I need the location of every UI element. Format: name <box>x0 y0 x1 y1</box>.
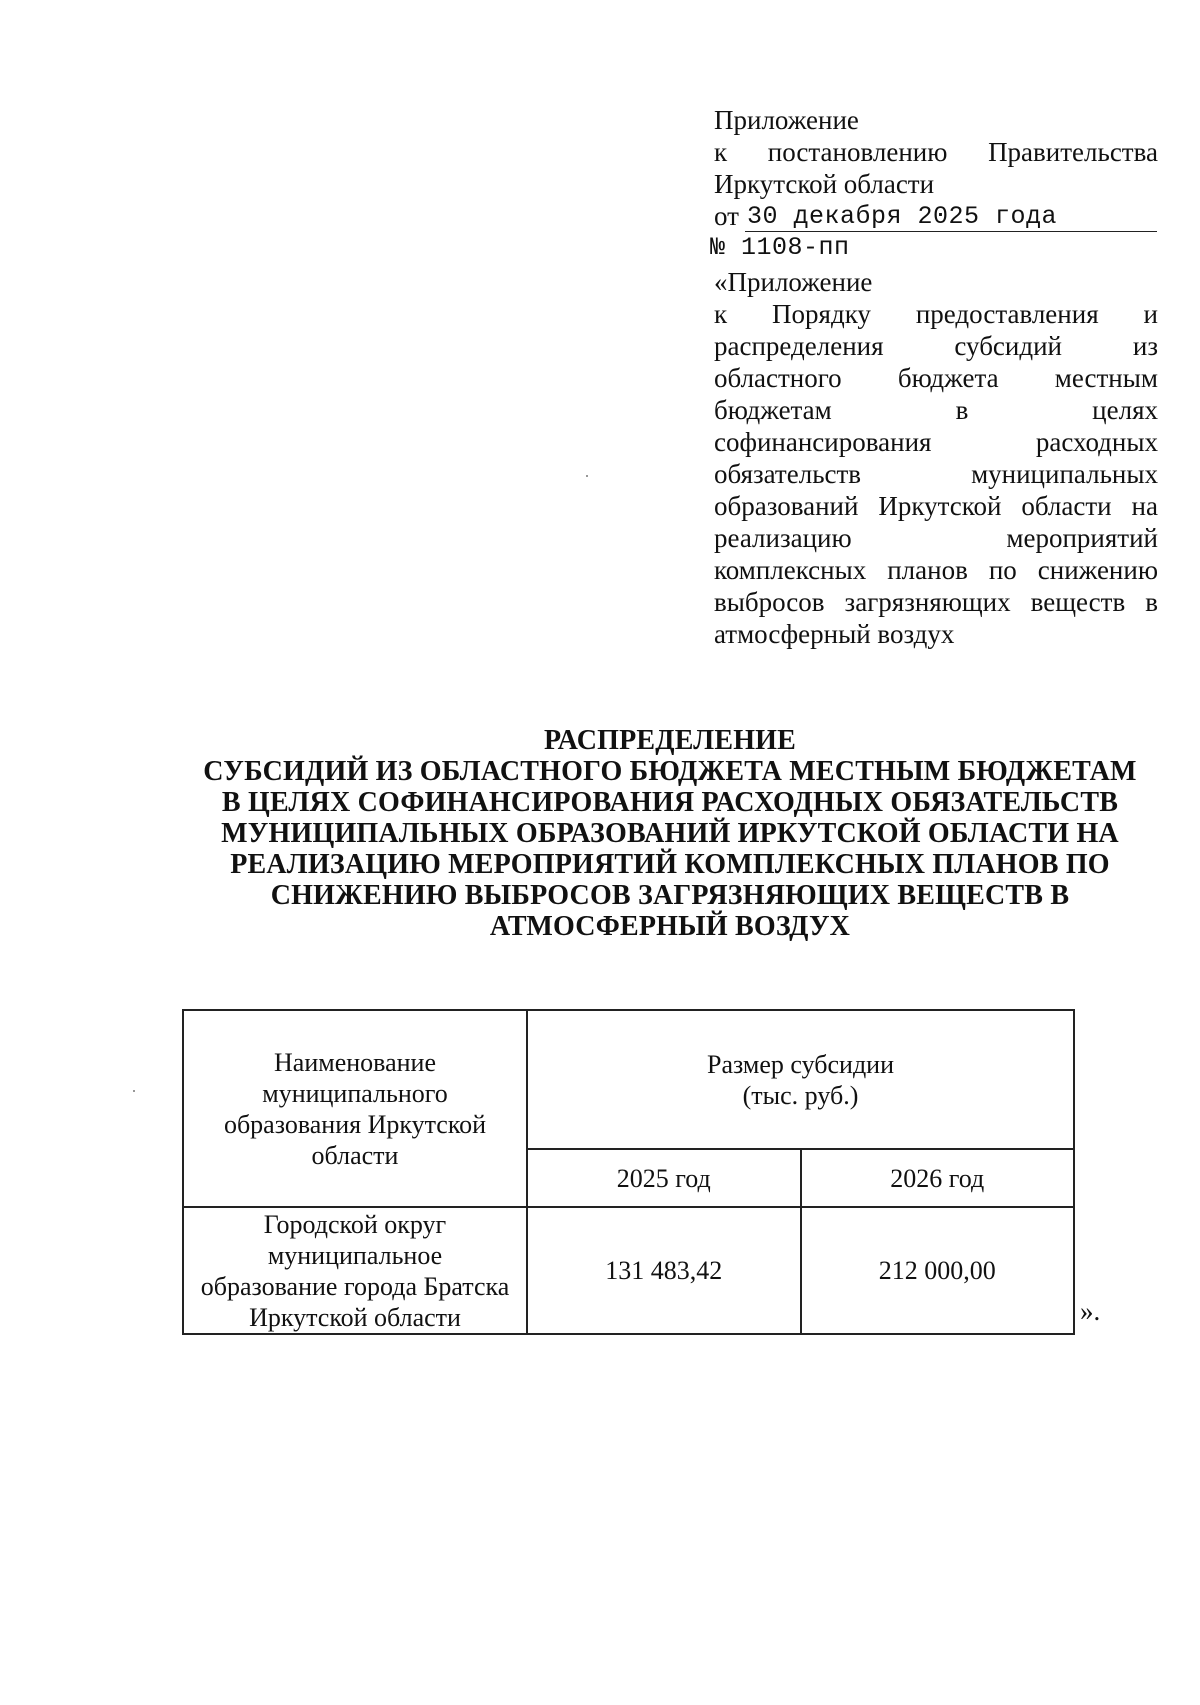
header-year-2026: 2026 год <box>801 1149 1075 1207</box>
appendix-block <box>710 104 1158 650</box>
word: к <box>714 137 728 167</box>
word: бюджетам <box>714 395 832 425</box>
header-name-line: муниципального <box>262 1078 448 1108</box>
word: местным <box>1054 363 1158 393</box>
word: софинансирования <box>714 427 932 457</box>
word: мероприятий <box>1006 523 1158 553</box>
title-line: РАСПРЕДЕЛЕНИЕ <box>543 725 797 756</box>
cell-value-2025: 131 483,42 <box>527 1207 800 1334</box>
word: области <box>1021 491 1112 521</box>
header-municipality <box>183 1010 527 1207</box>
cell-value-2026: 212 000,00 <box>801 1207 1075 1334</box>
appendix-region-line: Иркутской области <box>714 169 935 199</box>
word: в <box>1145 587 1158 617</box>
word: постановлению <box>767 137 948 167</box>
appendix-heading: Приложение <box>714 105 859 135</box>
scan-speck <box>133 1090 135 1092</box>
appendix-date-line <box>714 200 1158 232</box>
word: образований <box>714 491 859 521</box>
word: снижению <box>1037 555 1158 585</box>
word: предоставления <box>915 299 1099 329</box>
word: бюджета <box>897 363 999 393</box>
word: к <box>714 299 728 329</box>
sub-appendix-line <box>714 330 1158 362</box>
word: и <box>1143 299 1158 329</box>
word: обязательств <box>714 459 862 489</box>
cell-municipality-name <box>183 1207 527 1334</box>
word: на <box>1131 491 1158 521</box>
sub-appendix-line <box>714 490 1158 522</box>
word: в <box>955 395 969 425</box>
sub-appendix-line: атмосферный воздух <box>714 619 955 649</box>
header-name-line: Наименование <box>274 1047 436 1077</box>
title-line: СНИЖЕНИЮ ВЫБРОСОВ ЗАГРЯЗНЯЮЩИХ ВЕЩЕСТВ В <box>270 880 1070 911</box>
sub-appendix-heading: «Приложение <box>714 267 873 297</box>
date-prefix: от <box>714 201 739 231</box>
word: Порядку <box>772 299 871 329</box>
word: комплексных <box>714 555 867 585</box>
sub-appendix-line <box>714 458 1158 490</box>
word: планов <box>887 555 968 585</box>
word: из <box>1132 331 1158 361</box>
word: реализацию <box>714 523 852 553</box>
title-line: СУБСИДИЙ ИЗ ОБЛАСТНОГО БЮДЖЕТА МЕСТНЫМ БЮДЖЕТАМ <box>203 756 1137 787</box>
title-line: РЕАЛИЗАЦИЮ МЕРОПРИЯТИЙ КОМПЛЕКСНЫХ ПЛАНОВ ПО <box>230 849 1110 880</box>
scan-speck <box>586 475 588 477</box>
header-name-line: образования Иркутской <box>223 1109 487 1139</box>
date-value: 30 декабря 2025 года <box>745 203 1157 232</box>
document-number: № 1108-пп <box>710 233 850 262</box>
closing-quote: ». <box>1080 1296 1101 1326</box>
word: муниципальных <box>971 459 1158 489</box>
word: расходных <box>1035 427 1158 457</box>
subsidy-table <box>182 1009 1075 1335</box>
title-line: МУНИЦИПАЛЬНЫХ ОБРАЗОВАНИЙ ИРКУТСКОЙ ОБЛАСТИ НА <box>221 818 1119 849</box>
sub-appendix-line <box>714 554 1158 586</box>
word: Правительства <box>988 137 1158 167</box>
sub-appendix-line <box>714 522 1158 554</box>
header-name-line: области <box>311 1140 399 1170</box>
word: выбросов <box>714 587 825 617</box>
sub-appendix-line <box>714 394 1158 426</box>
word: распределения <box>714 331 884 361</box>
word: Иркутской <box>878 491 1002 521</box>
word: веществ <box>1030 587 1126 617</box>
header-size-line: (тыс. руб.) <box>742 1080 859 1110</box>
sub-appendix-line <box>714 362 1158 394</box>
word: целях <box>1092 395 1158 425</box>
table-row <box>183 1207 1074 1334</box>
municipality-name-line: Иркутской области <box>249 1302 461 1332</box>
municipality-name-line: образование города Братска <box>200 1271 510 1301</box>
word: загрязняющих <box>844 587 1011 617</box>
word: по <box>988 555 1017 585</box>
header-size-line: Размер субсидии <box>707 1049 895 1079</box>
word: областного <box>714 363 842 393</box>
header-subsidy-size <box>527 1010 1074 1149</box>
sub-appendix-text <box>714 298 1158 650</box>
title-line: АТМОСФЕРНЫЙ ВОЗДУХ <box>489 911 851 942</box>
sub-appendix-line <box>714 586 1158 618</box>
municipality-name-line: муниципальное <box>267 1240 443 1270</box>
document-title <box>120 725 1200 942</box>
sub-appendix-line <box>714 426 1158 458</box>
title-line: В ЦЕЛЯХ СОФИНАНСИРОВАНИЯ РАСХОДНЫХ ОБЯЗАТЕЛЬСТВ <box>221 787 1119 818</box>
header-year-2025: 2025 год <box>527 1149 800 1207</box>
municipality-name-line: Городской округ <box>263 1209 447 1239</box>
appendix-resolution-line <box>714 136 1158 168</box>
word: субсидий <box>954 331 1062 361</box>
sub-appendix-line <box>714 298 1158 330</box>
